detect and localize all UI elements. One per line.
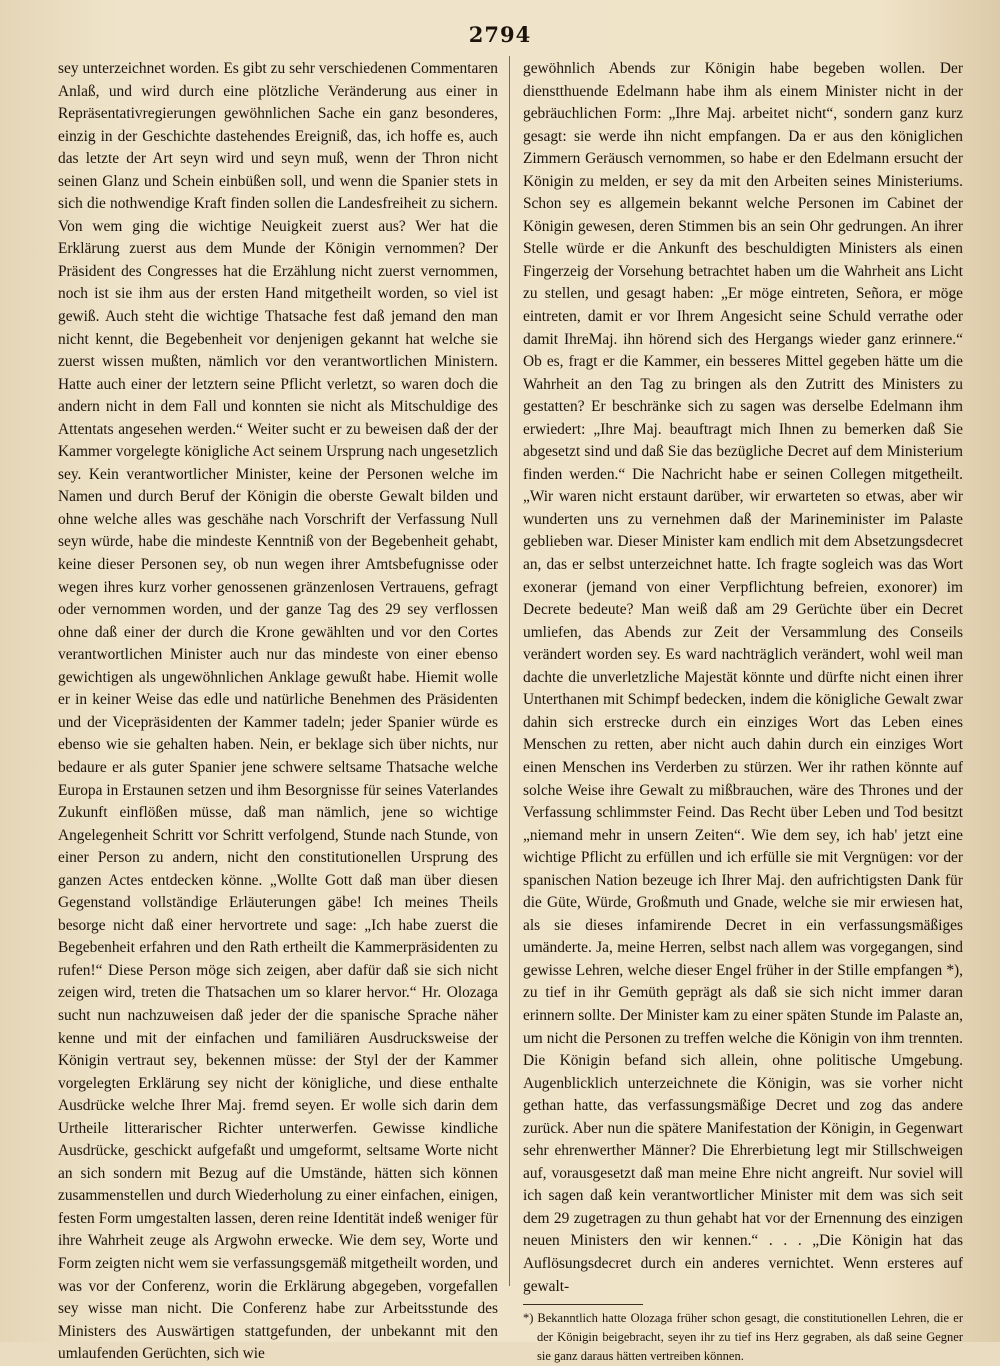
left-column [58, 58, 498, 1366]
right-column-text: gewöhnlich Abends zur Königin habe begeben wollen. Der dienstthuende Edelmann habe ihm als einem Minister nicht in der gebräuchlichen Form: „Ihre Maj. arbeitet nicht“, sondern ganz kurz gesagt: sie werde ihn nicht empfangen. Da er aus den königlichen Zimmern Geräusch vernommen, so habe er den Edelmann ersucht der Königin zu melden, er sey da mit den Arbeiten seines Ministeriums. Schon sey es allgemein bekannt welche Personen im Cabinet der Königin gewesen, deren Stimmen bis an sein Ohr gedrungen. An ihrer Stelle würde er die Ankunft des beschuldigten Ministers als einen Fingerzeig der Vorsehung betrachtet haben um die Wahrheit ans Licht zu stellen, und gesagt haben: „Er möge eintreten, Señora, er möge eintreten, damit er vor Ihrem Angesicht seine Schuld verrathe oder damit IhreMaj. ihn hörend sich des Hergangs wieder ganz erinnere.“ Ob es, fragt er die Kammer, ein besseres Mittel gegeben hätte um die Wahrheit an den Tag zu bringen als den Zutritt des Ministers zu gestatten? Er beschränke sich zu sagen was derselbe Edelmann ihm erwiedert: „Ihre Maj. beauftragt mich Ihnen zu bemerken daß Sie abgesetzt sind und daß Sie das bezügliche Decret auf dem Ministerium finden werden.“ Die Nachricht habe er seinen Collegen mitgetheilt. „Wir waren nicht erstaunt darüber, wir erwarteten so etwas, aber wir wunderten uns zu vernehmen daß der Marineminister im Palaste geblieben war. Dieser Minister kam endlich mit dem Absetzungsdecret an, das er selbst unterzeichnet hatte. Ich fragte sogleich was das Wort exonerar (jemand von einer Verpflichtung befreien, exonorer) im Decrete bedeute? Man weiß daß am 29 Gerüchte über ein Decret umliefen, das Abends zur Zeit der Versammlung des Conseils verändert worden sey. Es ward nachträglich verändert, wohl weil man dachte die unverletzliche Majestät könnte und dürfte nicht einen ihrer Unterthanen mit Schimpf bedecken, indem die königliche Gewalt zwar dahin sich erstrecke durch ein einziges Wort das Leben eines Menschen zu retten, aber nicht auch dahin durch ein einziges Wort einen Menschen ins Verderben zu stürzen. Wer ihr rathen könnte auf solche Weise ihre Gewalt zu mißbrauchen, wäre des Thrones und der Verfassung schlimmster Feind. Das Recht über Leben und Tod besitzt „niemand mehr in unsern Zeiten“. Wie dem sey, ich hab' jetzt eine wichtige Pflicht zu erfüllen und ich erfülle sie mit Vergnügen: vor der spanischen Nation bezeuge ich Ihrer Maj. den aufrichtigsten Dank für die Güte, Würde, Großmuth und Gnade, welche sie mir erwiesen hat, als sie dieses infamirende Decret in ein verfassungsmäßiges umänderte. Ja, meine Herren, selbst nach allem was vorgegangen, sind gewisse Lehren, welche dieser Engel früher in der Stille empfangen *), zu tief in ihr Gemüth geprägt als daß sie sich nicht immer daran erinnern sollte. Der Minister kam zu einer späten Stunde im Palaste an, um nicht die Personen zu treffen welche die Königin von ihm trennten. Die Königin befand sich allein, ohne politische Umgebung. Augenblicklich unterzeichnete die Königin, was sie vorher nicht gethan hatte, das verfassungsmäßige Decret und zog das andere zurück. Aber nun die spätere Manifestation der Königin, in Gegenwart sehr ehrenwerther Männer? Die Ehrerbietung legt mir Stillschweigen auf, vorausgesetzt daß man meine Ehre nicht angreift. Nur soviel will ich sagen daß kein verantwortlicher Minister mit dem was sich seit dem 29 zugetragen zu thun gehabt hat vor der Ernennung des einzigen neuen Ministers den wir kennen.“ . . . „Die Königin hat das Auflösungsdecret durch ein anderes vernichtet. Wenn ersteres auf gewalt- [523, 60, 963, 1295]
footnote-text: Bekanntlich hatte Olozaga früher schon gesagt, die constitutionellen Lehren, die er der Königin beigebracht, seyen ihr zu tief ins Herz gegraben, als daß seine Gegner sie ganz daraus hätten vertreiben können. [537, 1311, 963, 1364]
footnote-marker: *) [523, 1311, 534, 1326]
left-column-text: sey unterzeichnet worden. Es gibt zu sehr verschiedenen Commentaren Anlaß, und wird durch eine plötzliche Veränderung aus einer in Repräsentativregierungen gewöhnlichen Sache ein ganz besonderes, einzig in der Geschichte dastehendes Ereigniß, das, ich hoffe es, auch das letzte der Art seyn wird und seyn muß, wenn der Thron nicht seinen Glanz und Schein einbüßen soll, und wenn die Spanier stets in sich die nothwendige Kraft finden sollen die Landesfreiheit zu sichern. Von wem ging die wichtige Neuigkeit zuerst aus? Wer hat die Erklärung zuerst aus dem Munde der Königin vernommen? Der Präsident des Congresses hat die Erzählung nicht zuerst vernommen, noch ist sie ihm aus der ersten Hand mitgetheilt worden, so viel ist gewiß. Auch steht die wichtige Thatsache fest daß jemand den man nicht kennt, die Begebenheit vor denjenigen gekannt hat welche sie zuerst wissen mußten, nämlich vor den verantwortlichen Ministern. Hatte auch einer der letztern seine Pflicht verletzt, so waren doch die andern nicht in dem Fall und konnten sie nicht als Mitschuldige des Attentats angesehen werden.“ Weiter sucht er zu beweisen daß der der Kammer vorgelegte königliche Act seinem Ursprung nach ungesetzlich sey. Kein verantwortlicher Minister, keine der Personen welche im Namen und durch Beruf der Königin die oberste Gewalt bilden und ohne welche alles was geschähe nach Vorschrift der Verfassung Null seyn würde, habe die mindeste Kenntniß von der Begebenheit gehabt, keine dieser Personen sey, ob nun wegen ihrer Amtsbefugnisse oder wegen ihres kurz vorher genossenen gränzenlosen Vertrauens, gefragt oder vernommen worden, und der ganze Tag des 29 sey verflossen ohne daß einer der durch die Krone gewählten und vor den Cortes verantwortlichen Minister auch nur das mindeste von einer ebenso gewichtigen als ungewöhnlichen Anklage gewußt habe. Hiemit wolle er in keiner Weise das edle und natürliche Benehmen des Präsidenten und der Vicepräsidenten der Kammer tadeln; jeder Spanier würde es ebenso wie sie gehalten haben. Nein, er beklage sich über nichts, nur bedaure er als guter Spanier jene schwere seltsame Thatsache welche Europa in Erstaunen setzen und ihm Besorgnisse für seines Vaterlandes Zukunft einflößen müsse, daß man nämlich, jene so wichtige Angelegenheit Schritt vor Schritt verfolgend, Stunde nach Stunde, von einer Person zu andern, nicht den constitutionellen Ursprung des ganzen Actes entdecken könne. „Wollte Gott daß man über diesen Gegenstand vollständige Erläuterungen gäbe! Ich meines Theils besorge nicht daß einer hervortrete und sage: „Ich habe zuerst die Begebenheit erfahren und den Rath ertheilt die Kammerpräsidenten zu rufen!“ Diese Person möge sich zeigen, aber dafür daß sie sich nicht zeigen wird, treten die Thatsachen um so klarer hervor.“ Hr. Olozaga sucht nun nachzuweisen daß jeder der die spanische Sprache näher kenne und mit der einfachen und familiären Ausdrucksweise der Königin vertraut sey, bekennen müsse: der Styl der der Kammer vorgelegten Erklärung sey nicht der königliche, und diese enthalte Ausdrücke welche Ihrer Maj. fremd seyen. Er wolle sich darin dem Urtheile litterarischer Richter unterwerfen. Gewisse kindliche Ausdrücke, geschickt aufgefaßt und umgeformt, seltsame Worte nicht an sich sondern mit Bezug auf die Umstände, hätten sich können zusammenstellen und durch Wiederholung zu einer einfachen, einigen, festen Form umgestalten lassen, deren reine Identität indeß weniger für ihre Wahrheit zeuge als Argwohn erwecke. Wie dem sey, Worte und Form zeigten nicht wem sie verfassungsgemäß mitgetheilt worden, und was vor der Conferenz, worin die Erklärung abgegeben, vorgefallen sey wisse man nicht. Die Conferenz habe zur Arbeitsstunde des Ministers des Auswärtigen stattgefunden, der unbekannt mit den umlaufenden Gerüchten, sich wie [58, 60, 498, 1363]
footnote [523, 1309, 963, 1366]
right-column [523, 58, 963, 1366]
footnote-divider [523, 1304, 643, 1305]
column-divider [509, 56, 510, 1286]
page-number: 2794 [468, 22, 532, 47]
